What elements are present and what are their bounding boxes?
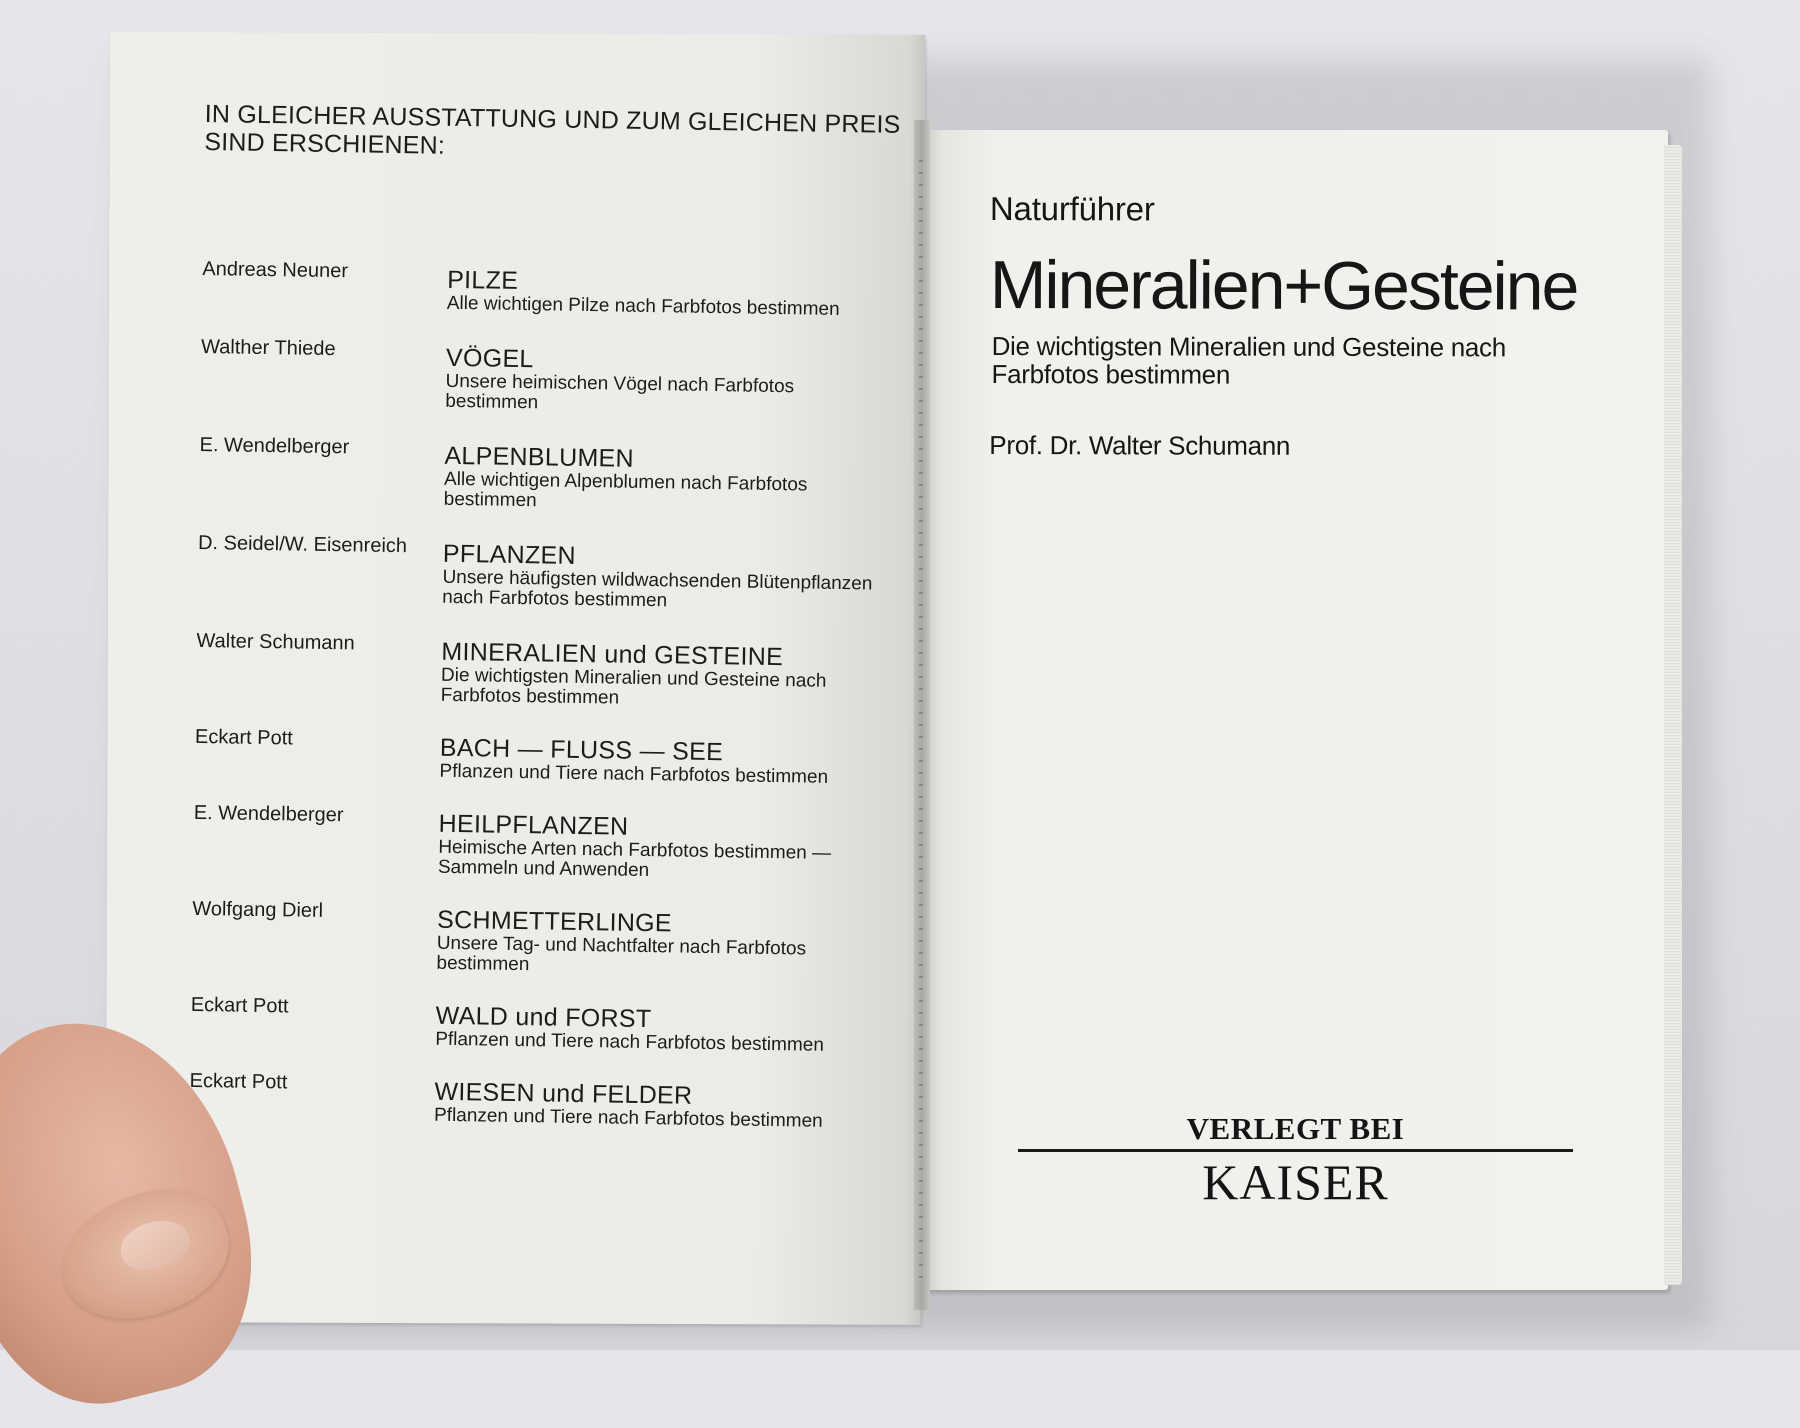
entry-title: HEILPFLANZEN [438,809,629,841]
publisher-name: KAISER [1202,1154,1389,1210]
title-page-content [989,190,1630,462]
series-heading: IN GLEICHER AUSSTATTUNG UND ZUM GLEICHEN PREIS SIND ERSCHIENEN: [204,100,901,160]
entry-description: Alle wichtigen Alpenblumen nach Farbfotos bestimmen [443,468,808,512]
entry-author: E. Wendelberger [199,433,350,459]
entry-title: WALD und FORST [435,1001,652,1034]
entry-description: Unsere häufigsten wildwachsenden Blütenpflanzen nach Farbfotos bestimmen [442,566,873,612]
book-author: Prof. Dr. Walter Schumann [989,429,1291,461]
entry-author: E. Wendelberger [193,801,344,827]
entry-title: MINERALIEN und GESTEINE [441,637,784,672]
entry-description: Heimische Arten nach Farbfotos bestimmen — Sammeln und Anwenden [437,836,832,882]
entry-title: ALPENBLUMEN [444,441,635,473]
entry-description: Unsere heimischen Vögel nach Farbfotos bestimmen [445,370,795,414]
entry-author: D. Seidel/W. Eisenreich [197,531,408,558]
entry-author: Walther Thiede [200,335,336,361]
entry-author: Eckart Pott [189,1069,288,1094]
entry-author: Eckart Pott [190,993,289,1018]
publisher-mark [1018,1112,1573,1208]
binding-stitches [919,160,923,1280]
page-edge [1664,145,1682,1285]
entry-description: Pflanzen und Tiere nach Farbfotos bestimmen [433,1104,823,1132]
entry-title: VÖGEL [445,343,534,374]
entry-title: SCHMETTERLINGE [436,905,673,938]
entry-title: WIESEN und FELDER [434,1077,693,1110]
entry-title: PFLANZEN [442,539,577,570]
book-title: Mineralien+Gesteine [989,246,1578,325]
entry-description: Die wichtigsten Mineralien und Gesteine nach Farbfotos bestimmen [440,664,827,709]
entry-author: Eckart Pott [194,725,293,750]
left-page-content [189,100,905,1132]
entry-description: Alle wichtigen Pilze nach Farbfotos bestimmen [446,292,840,320]
entry-title: BACH — FLUSS — SEE [439,733,724,767]
entry-author: Walter Schumann [196,629,355,655]
entry-author: Wolfgang Dierl [192,897,324,922]
entry-title: PILZE [446,265,519,295]
entry-description: Pflanzen und Tiere nach Farbfotos bestimmen [435,1028,825,1056]
book-subtitle: Die wichtigsten Mineralien und Gesteine nach Farbfotos bestimmen [991,331,1506,390]
series-name: Naturführer [989,190,1155,228]
entry-author: Andreas Neuner [202,257,349,283]
entry-description: Pflanzen und Tiere nach Farbfotos bestimmen [439,760,829,788]
entry-description: Unsere Tag- und Nachtfalter nach Farbfotos bestimmen [436,932,807,976]
publisher-rule [1018,1149,1573,1152]
publisher-label: VERLEGT BEI [1186,1111,1405,1146]
